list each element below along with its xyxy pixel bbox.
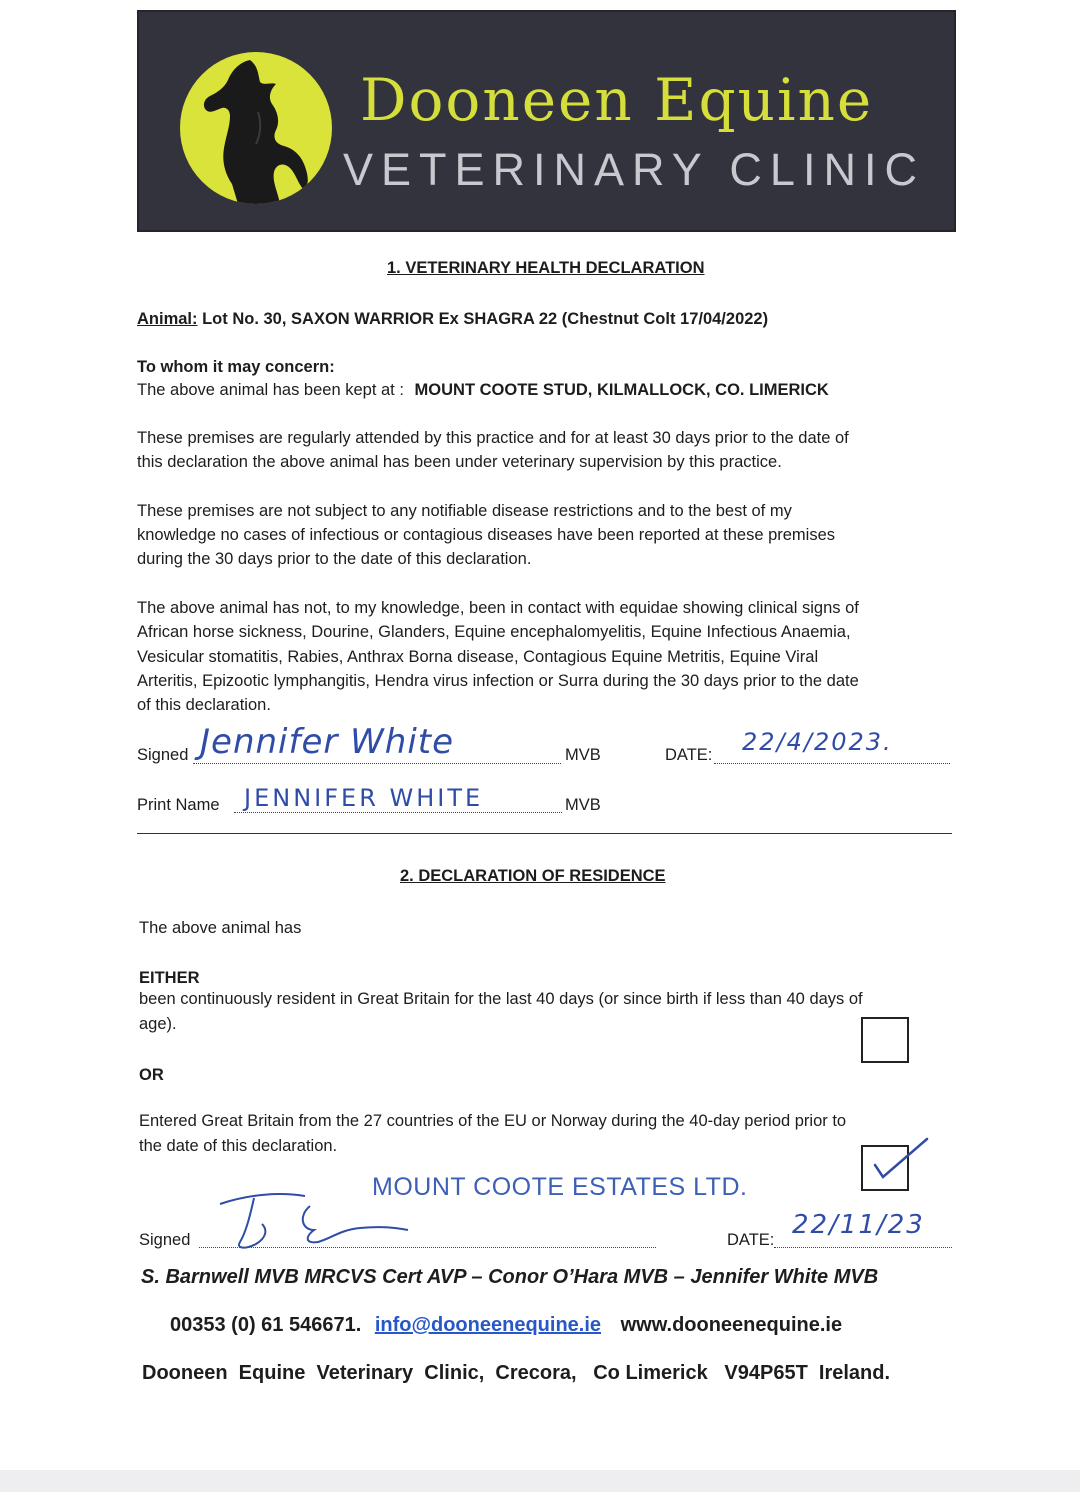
print-name-label: Print Name [137, 796, 220, 814]
page-bottom-strip [0, 1470, 1080, 1492]
kept-at-label: The above animal has been kept at : [137, 381, 404, 399]
para3-line2: African horse sickness, Dourine, Glanders, Equine encephalomyelitis, Equine Infectious Anaemia, [137, 623, 851, 641]
or-label: OR [139, 1066, 164, 1084]
option1-line1: been continuously resident in Great Britain for the last 40 days (or since birth if less than 40 days of [139, 990, 863, 1008]
clinic-name: Dooneen Equine [360, 66, 874, 134]
para1-line1: These premises are regularly attended by this practice and for at least 30 days prior to the date of [137, 429, 849, 447]
para1-line2: this declaration the above animal has been under veterinary supervision by this practice. [137, 453, 782, 471]
kept-at-value: MOUNT COOTE STUD, KILMALLOCK, CO. LIMERICK [414, 381, 829, 399]
option2-line2: the date of this declaration. [139, 1137, 338, 1155]
date-label-1: DATE: [665, 746, 713, 764]
checkmark-icon [869, 1135, 939, 1185]
section2-heading: 2. DECLARATION OF RESIDENCE [400, 867, 666, 885]
clinic-subtitle: VETERINARY CLINIC [343, 144, 925, 195]
section1-heading: 1. VETERINARY HEALTH DECLARATION [387, 259, 705, 277]
date-line-2 [774, 1247, 952, 1248]
footer-phone: 00353 (0) 61 546671. [170, 1314, 362, 1336]
date-value-1: 22/4/2023. [742, 728, 893, 756]
para3-line5: of this declaration. [137, 696, 271, 714]
option2-line1: Entered Great Britain from the 27 countries of the EU or Norway during the 40-day period prior to [139, 1112, 847, 1130]
vet-signature: Jennifer White [200, 722, 455, 762]
para2-line1: These premises are not subject to any notifiable disease restrictions and to the best of my [137, 502, 792, 520]
para3-line4: Arteritis, Epizootic lymphangitis, Hendra virus infection or Surra during the 30 days prior to the date [137, 672, 859, 690]
animal-line [137, 307, 768, 332]
mvb-label-2: MVB [565, 796, 601, 814]
para3-line3: Vesicular stomatitis, Rabies, Anthrax Borna disease, Contagious Equine Metritis, Equine Viral [137, 648, 819, 666]
company-stamp: MOUNT COOTE ESTATES LTD. [372, 1173, 748, 1201]
clinic-banner [137, 10, 956, 232]
footer-contact [170, 1314, 842, 1337]
footer-address: Dooneen Equine Veterinary Clinic, Crecora, Co Limerick V94P65T Ireland. [142, 1362, 891, 1384]
footer-email-link[interactable]: info@dooneenequine.ie [374, 1314, 602, 1336]
either-label: EITHER [139, 969, 200, 987]
print-name-line [234, 812, 562, 813]
rearing-horse-icon [180, 52, 332, 204]
para2-line2: knowledge no cases of infectious or contagious diseases have been reported at these premises [137, 526, 836, 544]
signed-label-2: Signed [139, 1231, 191, 1249]
option2-checkbox[interactable] [861, 1145, 909, 1191]
print-name-value: JENNIFER WHITE [244, 784, 484, 812]
residence-intro: The above animal has [139, 919, 302, 937]
greeting: To whom it may concern: [137, 358, 335, 376]
signature-line-1 [193, 763, 561, 764]
owner-signature [210, 1186, 430, 1256]
para2-line3: during the 30 days prior to the date of this declaration. [137, 550, 532, 568]
mvb-label-1: MVB [565, 746, 601, 764]
date-value-2: 22/11/23 [792, 1210, 925, 1240]
signed-label-1: Signed [137, 746, 189, 764]
date-line-1 [714, 763, 950, 764]
animal-label: Animal: [137, 310, 198, 328]
footer-vets: S. Barnwell MVB MRCVS Cert AVP – Conor O’Hara MVB – Jennifer White MVB [141, 1266, 879, 1288]
para3-line1: The above animal has not, to my knowledge, been in contact with equidae showing clinical signs of [137, 599, 859, 617]
kept-at-line [137, 378, 829, 403]
animal-value: Lot No. 30, SAXON WARRIOR Ex SHAGRA 22 (Chestnut Colt 17/04/2022) [197, 310, 769, 328]
section-divider [137, 833, 952, 834]
option1-checkbox[interactable] [861, 1017, 909, 1063]
footer-website[interactable]: www.dooneenequine.ie [620, 1314, 843, 1336]
date-label-2: DATE: [727, 1231, 775, 1249]
option1-line2: age). [139, 1015, 177, 1033]
